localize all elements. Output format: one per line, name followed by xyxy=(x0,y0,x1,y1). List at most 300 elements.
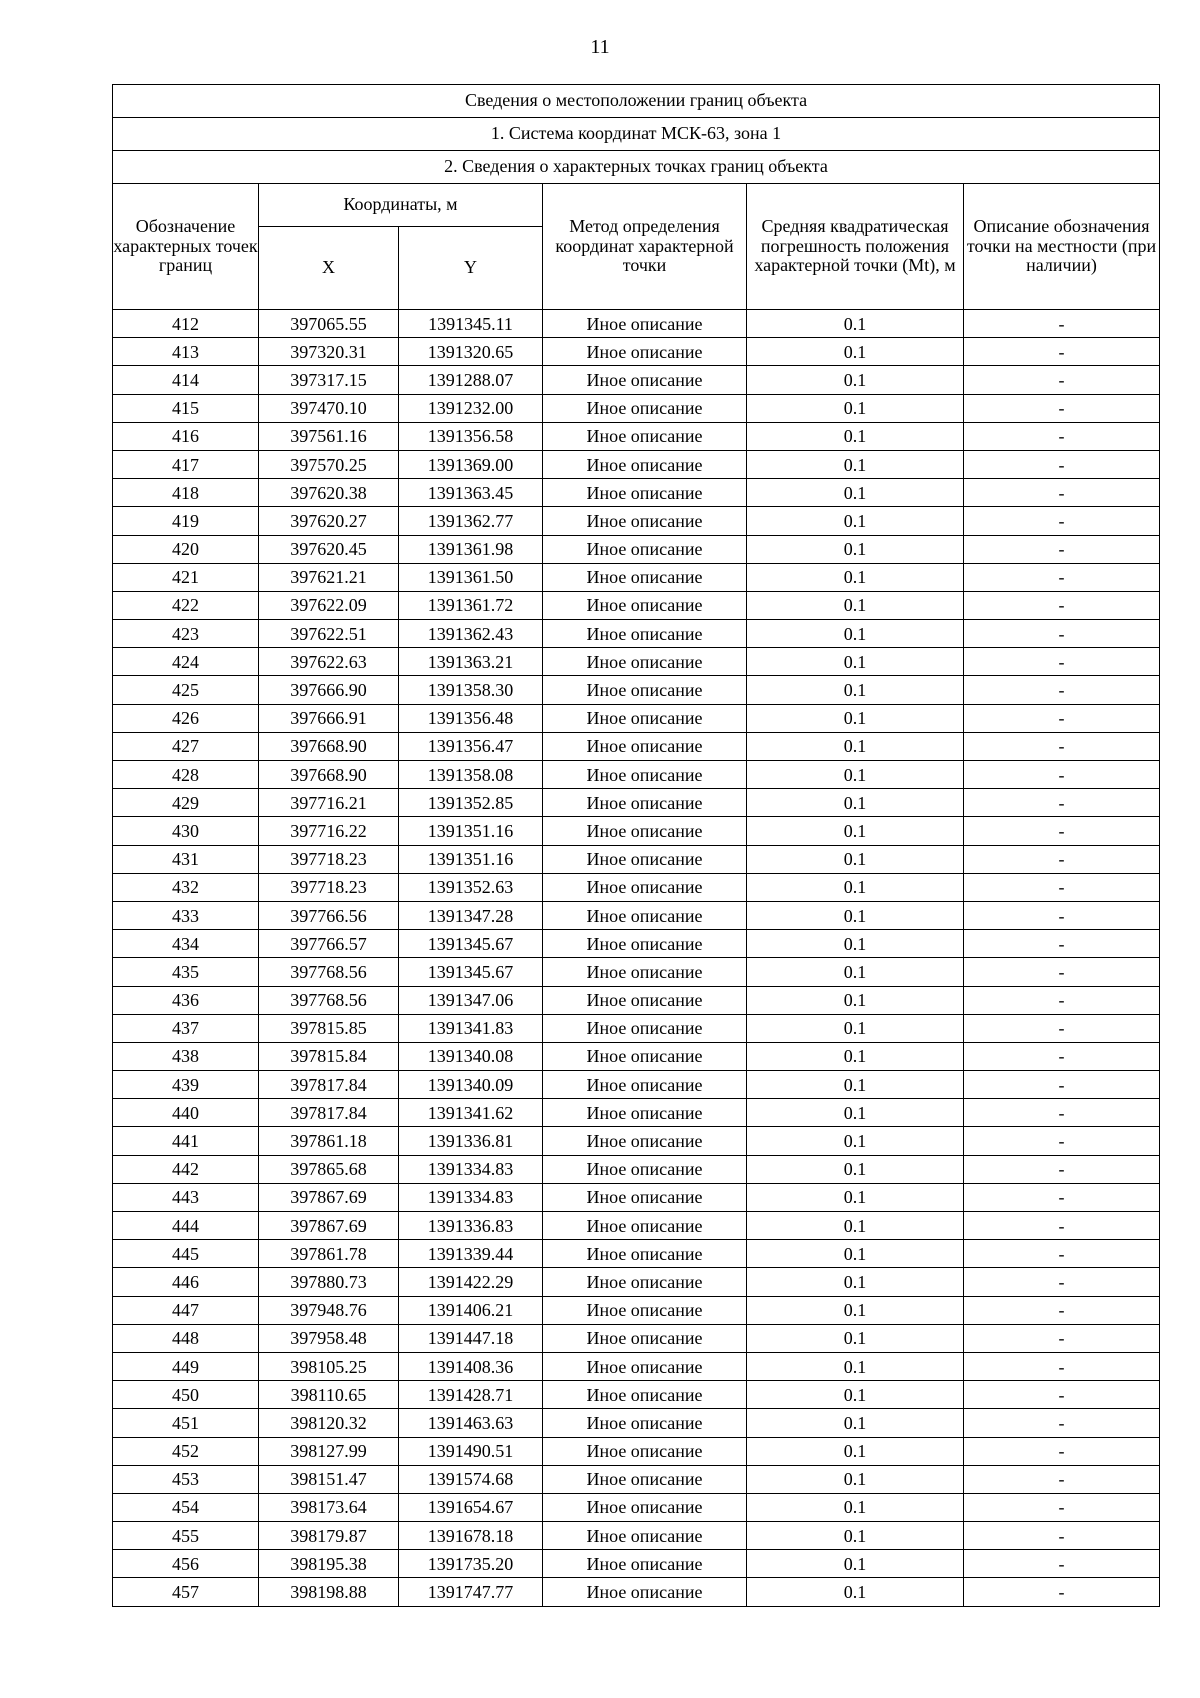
table-row xyxy=(113,1381,1160,1409)
y-cell: 1391369.00 xyxy=(399,450,543,478)
y-cell: 1391362.43 xyxy=(399,620,543,648)
x-cell: 397718.23 xyxy=(259,845,399,873)
y-cell: 1391447.18 xyxy=(399,1324,543,1352)
accuracy-cell: 0.1 xyxy=(747,1240,964,1268)
method-cell: Иное описание xyxy=(543,1071,747,1099)
description-cell: - xyxy=(964,1042,1160,1070)
description-cell: - xyxy=(964,1014,1160,1042)
header-method: Метод определения координат характерной точки xyxy=(543,184,747,310)
x-cell: 397867.69 xyxy=(259,1212,399,1240)
accuracy-cell: 0.1 xyxy=(747,1042,964,1070)
accuracy-cell: 0.1 xyxy=(747,1071,964,1099)
method-cell: Иное описание xyxy=(543,1099,747,1127)
description-cell: - xyxy=(964,1522,1160,1550)
point-id-cell: 447 xyxy=(113,1296,259,1324)
y-cell: 1391678.18 xyxy=(399,1522,543,1550)
header-description: Описание обозначения точки на местности (при наличии) xyxy=(964,184,1160,310)
table-row xyxy=(113,563,1160,591)
table-row xyxy=(113,1324,1160,1352)
accuracy-cell: 0.1 xyxy=(747,845,964,873)
accuracy-cell: 0.1 xyxy=(747,1014,964,1042)
table-row xyxy=(113,873,1160,901)
y-cell: 1391341.62 xyxy=(399,1099,543,1127)
x-cell: 397620.27 xyxy=(259,507,399,535)
method-cell: Иное описание xyxy=(543,450,747,478)
method-cell: Иное описание xyxy=(543,479,747,507)
x-cell: 398105.25 xyxy=(259,1352,399,1380)
point-id-cell: 427 xyxy=(113,732,259,760)
method-cell: Иное описание xyxy=(543,366,747,394)
table-row xyxy=(113,479,1160,507)
method-cell: Иное описание xyxy=(543,1155,747,1183)
method-cell: Иное описание xyxy=(543,1493,747,1521)
accuracy-cell: 0.1 xyxy=(747,1550,964,1578)
y-cell: 1391490.51 xyxy=(399,1437,543,1465)
table-row xyxy=(113,1240,1160,1268)
accuracy-cell: 0.1 xyxy=(747,338,964,366)
y-cell: 1391574.68 xyxy=(399,1465,543,1493)
point-id-cell: 436 xyxy=(113,986,259,1014)
y-cell: 1391334.83 xyxy=(399,1183,543,1211)
table-row xyxy=(113,1014,1160,1042)
description-cell: - xyxy=(964,845,1160,873)
table-row xyxy=(113,1042,1160,1070)
method-cell: Иное описание xyxy=(543,901,747,929)
y-cell: 1391341.83 xyxy=(399,1014,543,1042)
table-row xyxy=(113,1409,1160,1437)
table-row xyxy=(113,676,1160,704)
point-id-cell: 424 xyxy=(113,648,259,676)
point-id-cell: 448 xyxy=(113,1324,259,1352)
accuracy-cell: 0.1 xyxy=(747,591,964,619)
accuracy-cell: 0.1 xyxy=(747,535,964,563)
point-id-cell: 449 xyxy=(113,1352,259,1380)
x-cell: 397620.38 xyxy=(259,479,399,507)
accuracy-cell: 0.1 xyxy=(747,1099,964,1127)
table-row xyxy=(113,1465,1160,1493)
description-cell: - xyxy=(964,1465,1160,1493)
table-row xyxy=(113,1437,1160,1465)
point-id-cell: 434 xyxy=(113,930,259,958)
point-id-cell: 417 xyxy=(113,450,259,478)
method-cell: Иное описание xyxy=(543,1324,747,1352)
table-row xyxy=(113,1155,1160,1183)
accuracy-cell: 0.1 xyxy=(747,817,964,845)
x-cell: 397666.91 xyxy=(259,704,399,732)
y-cell: 1391351.16 xyxy=(399,845,543,873)
point-id-cell: 430 xyxy=(113,817,259,845)
accuracy-cell: 0.1 xyxy=(747,1381,964,1409)
table-row xyxy=(113,761,1160,789)
accuracy-cell: 0.1 xyxy=(747,761,964,789)
accuracy-cell: 0.1 xyxy=(747,1127,964,1155)
table-row xyxy=(113,648,1160,676)
description-cell: - xyxy=(964,1071,1160,1099)
description-cell: - xyxy=(964,1352,1160,1380)
y-cell: 1391351.16 xyxy=(399,817,543,845)
x-cell: 397570.25 xyxy=(259,450,399,478)
description-cell: - xyxy=(964,422,1160,450)
table-row xyxy=(113,1268,1160,1296)
point-id-cell: 454 xyxy=(113,1493,259,1521)
description-cell: - xyxy=(964,310,1160,338)
accuracy-cell: 0.1 xyxy=(747,1352,964,1380)
table-row xyxy=(113,1352,1160,1380)
x-cell: 397958.48 xyxy=(259,1324,399,1352)
method-cell: Иное описание xyxy=(543,507,747,535)
point-id-cell: 418 xyxy=(113,479,259,507)
accuracy-cell: 0.1 xyxy=(747,1155,964,1183)
y-cell: 1391352.63 xyxy=(399,873,543,901)
point-id-cell: 456 xyxy=(113,1550,259,1578)
point-id-cell: 442 xyxy=(113,1155,259,1183)
x-cell: 397768.56 xyxy=(259,986,399,1014)
description-cell: - xyxy=(964,366,1160,394)
accuracy-cell: 0.1 xyxy=(747,1212,964,1240)
accuracy-cell: 0.1 xyxy=(747,310,964,338)
y-cell: 1391747.77 xyxy=(399,1578,543,1606)
x-cell: 398151.47 xyxy=(259,1465,399,1493)
x-cell: 397766.57 xyxy=(259,930,399,958)
header-point: Обозначение характерных точек границ xyxy=(113,184,259,310)
point-id-cell: 455 xyxy=(113,1522,259,1550)
accuracy-cell: 0.1 xyxy=(747,676,964,704)
method-cell: Иное описание xyxy=(543,1437,747,1465)
y-cell: 1391340.09 xyxy=(399,1071,543,1099)
x-cell: 397815.85 xyxy=(259,1014,399,1042)
table-row xyxy=(113,1493,1160,1521)
accuracy-cell: 0.1 xyxy=(747,901,964,929)
accuracy-cell: 0.1 xyxy=(747,873,964,901)
point-id-cell: 439 xyxy=(113,1071,259,1099)
table-title: Сведения о местоположении границ объекта xyxy=(113,85,1160,118)
point-id-cell: 452 xyxy=(113,1437,259,1465)
table-row xyxy=(113,366,1160,394)
header-coords: Координаты, м xyxy=(259,184,543,227)
x-cell: 397320.31 xyxy=(259,338,399,366)
method-cell: Иное описание xyxy=(543,1014,747,1042)
description-cell: - xyxy=(964,873,1160,901)
point-id-cell: 425 xyxy=(113,676,259,704)
description-cell: - xyxy=(964,1099,1160,1127)
table-row xyxy=(113,591,1160,619)
point-id-cell: 438 xyxy=(113,1042,259,1070)
point-id-cell: 440 xyxy=(113,1099,259,1127)
y-cell: 1391408.36 xyxy=(399,1352,543,1380)
accuracy-cell: 0.1 xyxy=(747,450,964,478)
table-row xyxy=(113,958,1160,986)
point-id-cell: 451 xyxy=(113,1409,259,1437)
accuracy-cell: 0.1 xyxy=(747,479,964,507)
table-row xyxy=(113,1127,1160,1155)
y-cell: 1391363.21 xyxy=(399,648,543,676)
point-id-cell: 413 xyxy=(113,338,259,366)
description-cell: - xyxy=(964,1296,1160,1324)
description-cell: - xyxy=(964,1437,1160,1465)
y-cell: 1391340.08 xyxy=(399,1042,543,1070)
table-row xyxy=(113,507,1160,535)
description-cell: - xyxy=(964,1155,1160,1183)
description-cell: - xyxy=(964,732,1160,760)
method-cell: Иное описание xyxy=(543,789,747,817)
table-row xyxy=(113,394,1160,422)
point-id-cell: 419 xyxy=(113,507,259,535)
x-cell: 397065.55 xyxy=(259,310,399,338)
x-cell: 397716.21 xyxy=(259,789,399,817)
method-cell: Иное описание xyxy=(543,817,747,845)
x-cell: 398173.64 xyxy=(259,1493,399,1521)
y-cell: 1391345.67 xyxy=(399,958,543,986)
x-cell: 397317.15 xyxy=(259,366,399,394)
description-cell: - xyxy=(964,1381,1160,1409)
method-cell: Иное описание xyxy=(543,732,747,760)
accuracy-cell: 0.1 xyxy=(747,958,964,986)
table-row xyxy=(113,789,1160,817)
table-row xyxy=(113,1212,1160,1240)
accuracy-cell: 0.1 xyxy=(747,1522,964,1550)
x-cell: 397861.18 xyxy=(259,1127,399,1155)
point-id-cell: 437 xyxy=(113,1014,259,1042)
method-cell: Иное описание xyxy=(543,986,747,1014)
description-cell: - xyxy=(964,591,1160,619)
accuracy-cell: 0.1 xyxy=(747,1437,964,1465)
accuracy-cell: 0.1 xyxy=(747,1268,964,1296)
method-cell: Иное описание xyxy=(543,930,747,958)
table-row xyxy=(113,450,1160,478)
point-id-cell: 431 xyxy=(113,845,259,873)
x-cell: 397668.90 xyxy=(259,732,399,760)
x-cell: 397622.09 xyxy=(259,591,399,619)
table-row xyxy=(113,986,1160,1014)
description-cell: - xyxy=(964,986,1160,1014)
point-id-cell: 433 xyxy=(113,901,259,929)
x-cell: 397470.10 xyxy=(259,394,399,422)
description-cell: - xyxy=(964,479,1160,507)
table-row xyxy=(113,1183,1160,1211)
method-cell: Иное описание xyxy=(543,676,747,704)
accuracy-cell: 0.1 xyxy=(747,1493,964,1521)
table-row xyxy=(113,310,1160,338)
method-cell: Иное описание xyxy=(543,620,747,648)
y-cell: 1391339.44 xyxy=(399,1240,543,1268)
description-cell: - xyxy=(964,789,1160,817)
method-cell: Иное описание xyxy=(543,1409,747,1437)
y-cell: 1391347.06 xyxy=(399,986,543,1014)
table-row xyxy=(113,845,1160,873)
method-cell: Иное описание xyxy=(543,1381,747,1409)
method-cell: Иное описание xyxy=(543,422,747,450)
accuracy-cell: 0.1 xyxy=(747,732,964,760)
x-cell: 397716.22 xyxy=(259,817,399,845)
x-cell: 397561.16 xyxy=(259,422,399,450)
point-id-cell: 432 xyxy=(113,873,259,901)
x-cell: 397766.56 xyxy=(259,901,399,929)
y-cell: 1391334.83 xyxy=(399,1155,543,1183)
y-cell: 1391362.77 xyxy=(399,507,543,535)
x-cell: 397861.78 xyxy=(259,1240,399,1268)
y-cell: 1391361.72 xyxy=(399,591,543,619)
method-cell: Иное описание xyxy=(543,394,747,422)
y-cell: 1391358.08 xyxy=(399,761,543,789)
x-cell: 397622.51 xyxy=(259,620,399,648)
method-cell: Иное описание xyxy=(543,1268,747,1296)
y-cell: 1391361.98 xyxy=(399,535,543,563)
table-row xyxy=(113,1578,1160,1606)
x-cell: 398110.65 xyxy=(259,1381,399,1409)
point-id-cell: 415 xyxy=(113,394,259,422)
point-id-cell: 443 xyxy=(113,1183,259,1211)
method-cell: Иное описание xyxy=(543,648,747,676)
y-cell: 1391320.65 xyxy=(399,338,543,366)
table-row xyxy=(113,901,1160,929)
x-cell: 397817.84 xyxy=(259,1071,399,1099)
header-accuracy: Средняя квадратическая погрешность положения характерной точки (Mt), м xyxy=(747,184,964,310)
accuracy-cell: 0.1 xyxy=(747,1296,964,1324)
accuracy-cell: 0.1 xyxy=(747,563,964,591)
table-subtitle: 2. Сведения о характерных точках границ объекта xyxy=(113,151,1160,184)
description-cell: - xyxy=(964,507,1160,535)
point-id-cell: 441 xyxy=(113,1127,259,1155)
description-cell: - xyxy=(964,1324,1160,1352)
description-cell: - xyxy=(964,1240,1160,1268)
accuracy-cell: 0.1 xyxy=(747,789,964,817)
method-cell: Иное описание xyxy=(543,591,747,619)
x-cell: 397621.21 xyxy=(259,563,399,591)
method-cell: Иное описание xyxy=(543,1522,747,1550)
point-id-cell: 435 xyxy=(113,958,259,986)
x-cell: 398195.38 xyxy=(259,1550,399,1578)
accuracy-cell: 0.1 xyxy=(747,1465,964,1493)
description-cell: - xyxy=(964,1268,1160,1296)
x-cell: 398179.87 xyxy=(259,1522,399,1550)
table-body xyxy=(113,310,1160,1607)
description-cell: - xyxy=(964,338,1160,366)
description-cell: - xyxy=(964,1578,1160,1606)
x-cell: 397622.63 xyxy=(259,648,399,676)
description-cell: - xyxy=(964,394,1160,422)
accuracy-cell: 0.1 xyxy=(747,1183,964,1211)
point-id-cell: 446 xyxy=(113,1268,259,1296)
accuracy-cell: 0.1 xyxy=(747,366,964,394)
accuracy-cell: 0.1 xyxy=(747,1409,964,1437)
coordinate-system: 1. Система координат МСК-63, зона 1 xyxy=(113,118,1160,151)
point-id-cell: 444 xyxy=(113,1212,259,1240)
x-cell: 397718.23 xyxy=(259,873,399,901)
accuracy-cell: 0.1 xyxy=(747,422,964,450)
point-id-cell: 421 xyxy=(113,563,259,591)
point-id-cell: 429 xyxy=(113,789,259,817)
table-row xyxy=(113,732,1160,760)
y-cell: 1391232.00 xyxy=(399,394,543,422)
accuracy-cell: 0.1 xyxy=(747,1324,964,1352)
method-cell: Иное описание xyxy=(543,873,747,901)
x-cell: 397880.73 xyxy=(259,1268,399,1296)
boundary-points-table xyxy=(112,84,1160,1607)
method-cell: Иное описание xyxy=(543,310,747,338)
method-cell: Иное описание xyxy=(543,563,747,591)
method-cell: Иное описание xyxy=(543,338,747,366)
x-cell: 397815.84 xyxy=(259,1042,399,1070)
y-cell: 1391361.50 xyxy=(399,563,543,591)
description-cell: - xyxy=(964,563,1160,591)
point-id-cell: 450 xyxy=(113,1381,259,1409)
point-id-cell: 428 xyxy=(113,761,259,789)
y-cell: 1391352.85 xyxy=(399,789,543,817)
accuracy-cell: 0.1 xyxy=(747,620,964,648)
table-row xyxy=(113,535,1160,563)
table-row xyxy=(113,422,1160,450)
y-cell: 1391336.81 xyxy=(399,1127,543,1155)
description-cell: - xyxy=(964,958,1160,986)
method-cell: Иное описание xyxy=(543,1550,747,1578)
description-cell: - xyxy=(964,901,1160,929)
x-cell: 397666.90 xyxy=(259,676,399,704)
y-cell: 1391358.30 xyxy=(399,676,543,704)
description-cell: - xyxy=(964,704,1160,732)
page-number: 11 xyxy=(590,36,610,58)
method-cell: Иное описание xyxy=(543,1296,747,1324)
description-cell: - xyxy=(964,1127,1160,1155)
method-cell: Иное описание xyxy=(543,704,747,732)
point-id-cell: 414 xyxy=(113,366,259,394)
y-cell: 1391363.45 xyxy=(399,479,543,507)
method-cell: Иное описание xyxy=(543,1042,747,1070)
table-row xyxy=(113,704,1160,732)
x-cell: 397948.76 xyxy=(259,1296,399,1324)
point-id-cell: 426 xyxy=(113,704,259,732)
point-id-cell: 457 xyxy=(113,1578,259,1606)
header-y: Y xyxy=(399,227,543,310)
point-id-cell: 420 xyxy=(113,535,259,563)
y-cell: 1391356.58 xyxy=(399,422,543,450)
description-cell: - xyxy=(964,648,1160,676)
x-cell: 397817.84 xyxy=(259,1099,399,1127)
y-cell: 1391735.20 xyxy=(399,1550,543,1578)
y-cell: 1391356.47 xyxy=(399,732,543,760)
y-cell: 1391347.28 xyxy=(399,901,543,929)
accuracy-cell: 0.1 xyxy=(747,1578,964,1606)
method-cell: Иное описание xyxy=(543,1127,747,1155)
point-id-cell: 416 xyxy=(113,422,259,450)
x-cell: 397865.68 xyxy=(259,1155,399,1183)
description-cell: - xyxy=(964,1409,1160,1437)
method-cell: Иное описание xyxy=(543,1352,747,1380)
x-cell: 397668.90 xyxy=(259,761,399,789)
y-cell: 1391428.71 xyxy=(399,1381,543,1409)
table-row xyxy=(113,1099,1160,1127)
method-cell: Иное описание xyxy=(543,535,747,563)
table-row xyxy=(113,1550,1160,1578)
description-cell: - xyxy=(964,450,1160,478)
description-cell: - xyxy=(964,676,1160,704)
description-cell: - xyxy=(964,1183,1160,1211)
method-cell: Иное описание xyxy=(543,1578,747,1606)
y-cell: 1391406.21 xyxy=(399,1296,543,1324)
method-cell: Иное описание xyxy=(543,1465,747,1493)
y-cell: 1391356.48 xyxy=(399,704,543,732)
method-cell: Иное описание xyxy=(543,761,747,789)
table-row xyxy=(113,930,1160,958)
table-row xyxy=(113,1296,1160,1324)
point-id-cell: 422 xyxy=(113,591,259,619)
method-cell: Иное описание xyxy=(543,845,747,873)
description-cell: - xyxy=(964,1212,1160,1240)
point-id-cell: 412 xyxy=(113,310,259,338)
point-id-cell: 423 xyxy=(113,620,259,648)
x-cell: 397867.69 xyxy=(259,1183,399,1211)
description-cell: - xyxy=(964,535,1160,563)
description-cell: - xyxy=(964,930,1160,958)
